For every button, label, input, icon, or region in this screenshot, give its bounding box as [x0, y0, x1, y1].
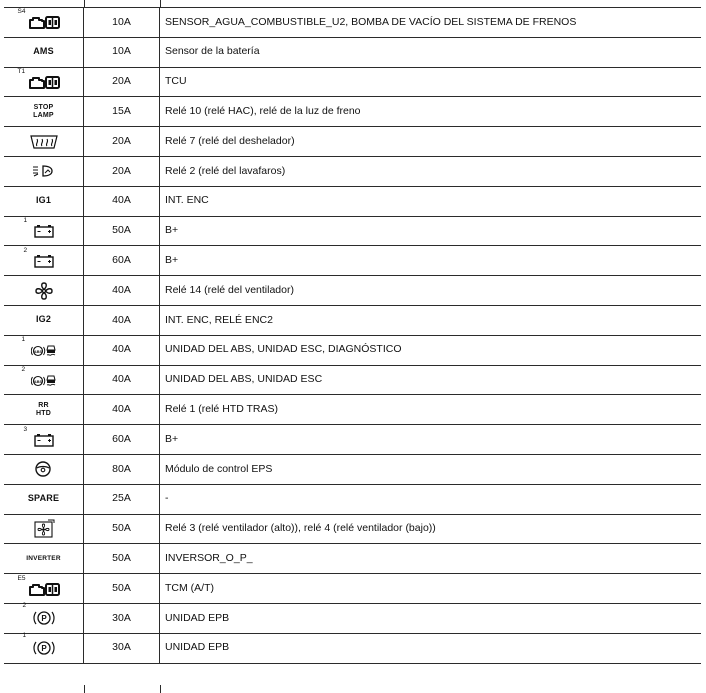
fuse-symbol-cell	[4, 455, 84, 484]
table-row	[4, 574, 701, 604]
table-row	[4, 246, 701, 276]
fuse-rating: 15A	[84, 97, 160, 126]
abs-esc-icon	[21, 365, 57, 388]
fuse-rating: 10A	[84, 38, 160, 67]
fuse-description: Relé 14 (relé del ventilador)	[165, 283, 294, 296]
symbol-superscript: 2	[21, 365, 26, 373]
symbol-superscript: T1	[17, 67, 26, 75]
table-row	[4, 515, 701, 545]
battery-icon	[23, 425, 55, 448]
fuse-symbol-cell	[4, 634, 84, 663]
symbol-superscript: E5	[17, 574, 26, 582]
fuse-rating: 50A	[84, 217, 160, 246]
engine-manual-icon	[17, 8, 61, 30]
abs-esc-icon	[21, 336, 57, 358]
rear-defroster-icon	[28, 133, 60, 151]
table-row	[4, 68, 701, 98]
fuse-rating: 40A	[84, 366, 160, 395]
table-row	[4, 127, 701, 157]
fuse-rating: 80A	[84, 455, 160, 484]
fuse-symbol-label: AMS	[33, 46, 54, 57]
headlamp-washer-icon	[31, 163, 57, 179]
parking-brake-icon	[22, 632, 56, 658]
fan-icon	[34, 281, 54, 301]
fuse-symbol-cell	[4, 217, 84, 246]
fuse-rating: 20A	[84, 68, 160, 97]
fuse-symbol-cell	[4, 187, 84, 216]
fuse-symbol-cell	[4, 544, 84, 573]
table-bottom-edge	[4, 685, 701, 693]
table-row	[4, 485, 701, 515]
fuse-rows	[4, 7, 701, 664]
symbol-superscript: S4	[17, 8, 26, 16]
symbol-superscript: 2	[22, 602, 27, 610]
fuse-symbol-label: IG2	[35, 314, 52, 325]
fuse-table	[4, 0, 701, 693]
fuse-symbol-cell	[4, 157, 84, 186]
engine-manual-icon	[17, 67, 61, 90]
fuse-symbol-cell	[4, 336, 84, 365]
fuse-description: -	[165, 492, 169, 505]
table-row	[4, 187, 701, 217]
svg-text:P: P	[40, 644, 47, 654]
fuse-description: Relé 2 (relé del lavafaros)	[165, 164, 286, 177]
fuse-symbol-cell	[4, 306, 84, 335]
fuse-description: INT. ENC	[165, 194, 209, 207]
svg-text:ABS: ABS	[33, 378, 42, 384]
fuse-rating: 40A	[84, 336, 160, 365]
fuse-rating: 60A	[84, 246, 160, 275]
fuse-rating: 10A	[84, 8, 160, 37]
fuse-rating: 30A	[84, 604, 160, 633]
fuse-symbol-cell	[4, 485, 84, 514]
fuse-description: B+	[165, 224, 179, 237]
fuse-symbol-cell	[4, 425, 84, 454]
fuse-description: SENSOR_AGUA_COMBUSTIBLE_U2, BOMBA DE VACÍO DEL SISTEMA DE FRENOS	[165, 15, 577, 28]
fuse-symbol-cell	[4, 246, 84, 275]
fuse-rating: 60A	[84, 425, 160, 454]
fuse-symbol-cell	[4, 366, 84, 395]
fuse-description: B+	[165, 254, 179, 266]
fuse-rating: 40A	[84, 395, 160, 424]
table-row	[4, 306, 701, 336]
fuse-symbol-cell	[4, 395, 84, 424]
fuse-symbol-label: INVERTER	[26, 555, 61, 563]
fuse-description: TCM (A/T)	[165, 581, 214, 594]
table-row	[4, 604, 701, 634]
fuse-symbol-cell	[4, 574, 84, 603]
table-row	[4, 455, 701, 485]
fuse-symbol-label: IG1	[35, 195, 52, 206]
fuse-rating: 20A	[84, 157, 160, 186]
table-row	[4, 425, 701, 455]
fuse-description: B+	[165, 432, 179, 445]
table-row	[4, 38, 701, 68]
fuse-symbol-label: SPARE	[27, 493, 60, 504]
fuse-symbol-cell	[4, 68, 84, 97]
fuse-rating: 30A	[84, 634, 160, 663]
steering-wheel-icon	[34, 460, 54, 478]
parking-brake-icon	[22, 602, 56, 628]
table-row	[4, 634, 701, 664]
fuse-symbol-label: RR HTD	[36, 401, 51, 417]
fuse-description: UNIDAD DEL ABS, UNIDAD ESC	[165, 373, 323, 386]
fuse-rating: 50A	[84, 515, 160, 544]
fuse-symbol-cell	[4, 8, 84, 37]
fuse-description: TCU	[165, 75, 187, 88]
table-row	[4, 97, 701, 127]
cooling-fan-icon	[32, 519, 56, 539]
symbol-superscript: 3	[23, 425, 28, 433]
table-row	[4, 276, 701, 306]
svg-text:ABS: ABS	[33, 349, 42, 355]
table-row	[4, 336, 701, 366]
fuse-symbol-cell	[4, 38, 84, 67]
fuse-rating: 40A	[84, 306, 160, 335]
fuse-symbol-cell	[4, 515, 84, 544]
fuse-rating: 40A	[84, 276, 160, 305]
fuse-symbol-cell	[4, 276, 84, 305]
fuse-symbol-cell	[4, 604, 84, 633]
fuse-rating: 20A	[84, 127, 160, 156]
fuse-rating: 50A	[84, 574, 160, 603]
fuse-description: Relé 7 (relé del deshelador)	[165, 134, 295, 147]
battery-icon	[23, 246, 55, 269]
fuse-symbol-cell	[4, 97, 84, 126]
symbol-superscript: 1	[21, 336, 26, 344]
table-row	[4, 8, 701, 38]
table-row	[4, 217, 701, 247]
svg-text:P: P	[40, 614, 47, 624]
fuse-description: Relé 1 (relé HTD TRAS)	[165, 402, 278, 415]
battery-icon	[23, 216, 55, 239]
symbol-superscript: 1	[22, 632, 27, 640]
fuse-description: UNIDAD DEL ABS, UNIDAD ESC, DIAGNÓSTICO	[165, 343, 402, 356]
fuse-description: Sensor de la batería	[165, 45, 260, 58]
table-row	[4, 366, 701, 396]
fuse-symbol-cell	[4, 127, 84, 156]
fuse-description: INT. ENC, RELÉ ENC2	[165, 313, 273, 326]
fuse-symbol-label: STOP LAMP	[33, 103, 54, 119]
fuse-description: Relé 10 (relé HAC), relé de la luz de freno	[165, 105, 361, 118]
table-row	[4, 544, 701, 574]
symbol-superscript: 1	[23, 216, 28, 224]
table-row	[4, 395, 701, 425]
fuse-rating: 50A	[84, 544, 160, 573]
fuse-rating: 40A	[84, 187, 160, 216]
fuse-description: UNIDAD EPB	[165, 611, 230, 624]
fuse-description: INVERSOR_O_P_	[165, 551, 253, 564]
engine-manual-icon	[17, 574, 61, 597]
symbol-superscript: 2	[23, 246, 28, 254]
fuse-rating: 25A	[84, 485, 160, 514]
table-row	[4, 157, 701, 187]
fuse-description: Relé 3 (relé ventilador (alto)), relé 4 (relé ventilador (bajo))	[165, 522, 436, 535]
fuse-description: Módulo de control EPS	[165, 462, 273, 475]
fuse-description: UNIDAD EPB	[165, 641, 230, 654]
